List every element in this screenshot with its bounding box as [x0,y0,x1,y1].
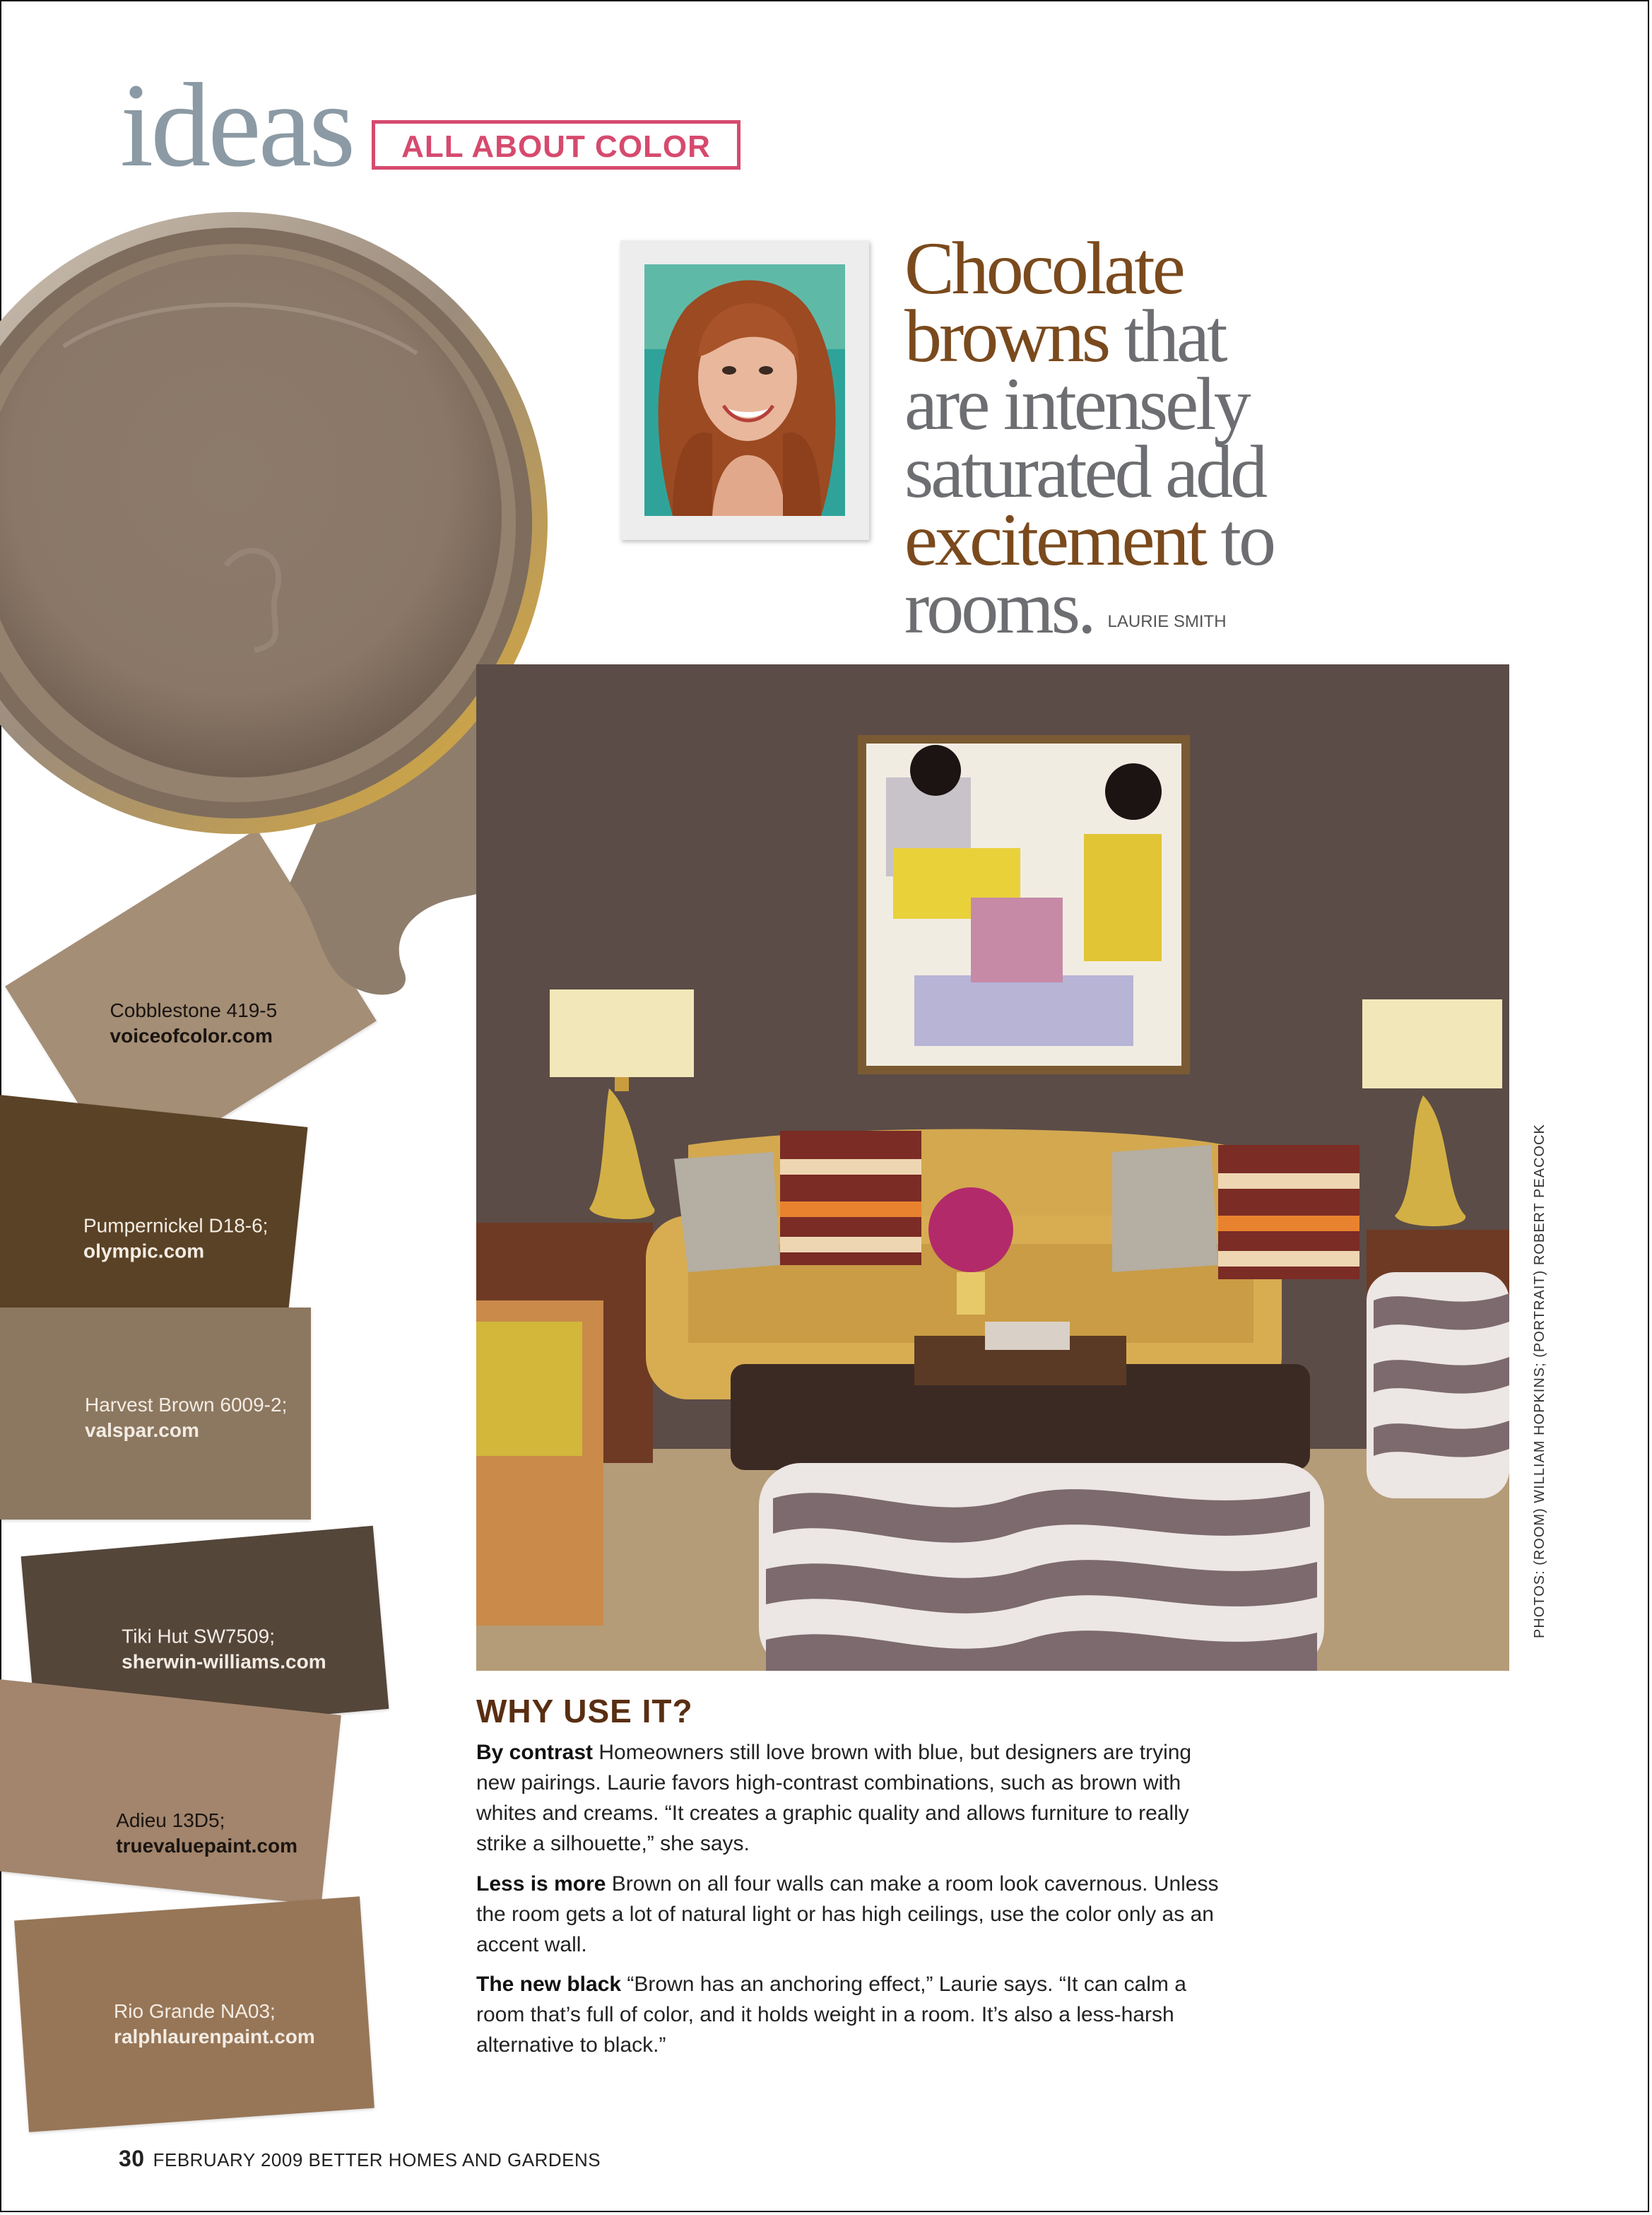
section-tag [372,120,741,170]
color-chip-site: olympic.com [83,1240,205,1262]
quote-line-1: Chocolate [904,227,1183,310]
color-chip-name: Rio Grande NA03; [114,2000,276,2023]
color-chip-site: voiceofcolor.com [110,1025,273,1047]
paragraph-black-lead: The new black [476,1973,622,1996]
color-chip-label [116,1808,297,1859]
page-footer [119,2146,601,2172]
quote-line-5: to [1205,498,1273,581]
article-heading: WHY USE IT? [476,1693,693,1729]
color-chip-name: Adieu 13D5; [116,1809,225,1831]
paragraph-less-text: Brown on all four walls can make a room look cavernous. Unless the room gets a lot of natural light or has high ceilings, use the color only as an accent wall. [476,1872,1219,1956]
quote-line-3: are intensely [904,363,1249,445]
color-chip-label [85,1392,287,1443]
color-chip-name: Harvest Brown 6009-2; [85,1394,288,1416]
color-chip-label [83,1213,268,1264]
living-room-photo [476,664,1509,1671]
quote-line-2-brown: browns [904,295,1109,377]
paragraph-contrast-text: Homeowners still love brown with blue, but designers are trying new pairings. Laurie favors high-contrast combinations, such as brown with whites and creams. “It creates a graphic quality and allows furniture to really strike a silhouette,” she says. [476,1741,1192,1855]
section-title: ideas [120,59,353,192]
paragraph-contrast [476,1737,1232,1859]
color-chip-site: sherwin-williams.com [122,1650,326,1673]
quote-line-5-brown: excitement [904,498,1205,581]
paragraph-new-black [476,1969,1232,2060]
footer-text: FEBRUARY 2009 BETTER HOMES AND GARDENS [153,2149,601,2170]
section-tag-label: ALL ABOUT COLOR [401,129,711,164]
quote-line-4: saturated add [904,430,1265,513]
paragraph-less-is-more [476,1869,1232,1960]
color-chip-name: Tiki Hut SW7509; [122,1625,275,1647]
paragraph-contrast-lead: By contrast [476,1741,594,1764]
color-chip-label [122,1624,326,1675]
color-chip [0,1308,311,1520]
pull-quote [904,227,1273,656]
quote-line-2: that [1108,295,1225,377]
color-chip-site: valspar.com [85,1419,199,1441]
page-number: 30 [119,2146,145,2171]
paragraph-black-text: “Brown has an anchoring effect,” Laurie says. “It can calm a room that’s full of color, and it holds weight in a room. It’s also a less-harsh alternative to black.” [476,1973,1186,2057]
color-chip-site: truevaluepaint.com [116,1834,297,1857]
quote-author: LAURIE SMITH [1107,612,1227,631]
portrait-photo [620,240,869,540]
color-chip-label [114,1999,315,2050]
color-chip [0,1679,341,1905]
color-chip-site: ralphlaurenpaint.com [114,2026,315,2048]
color-chip-name: Cobblestone 419-5 [110,999,278,1022]
color-chip [14,1896,374,2132]
color-chip-name: Pumpernickel D18-6; [83,1214,269,1237]
paragraph-less-lead: Less is more [476,1872,606,1896]
color-chip-label [110,998,278,1049]
quote-line-6: rooms. [904,566,1094,649]
photo-credit: PHOTOS: (ROOM) WILLIAM HOPKINS; (PORTRAIT) ROBERT PEACOCK [1532,1124,1547,1638]
